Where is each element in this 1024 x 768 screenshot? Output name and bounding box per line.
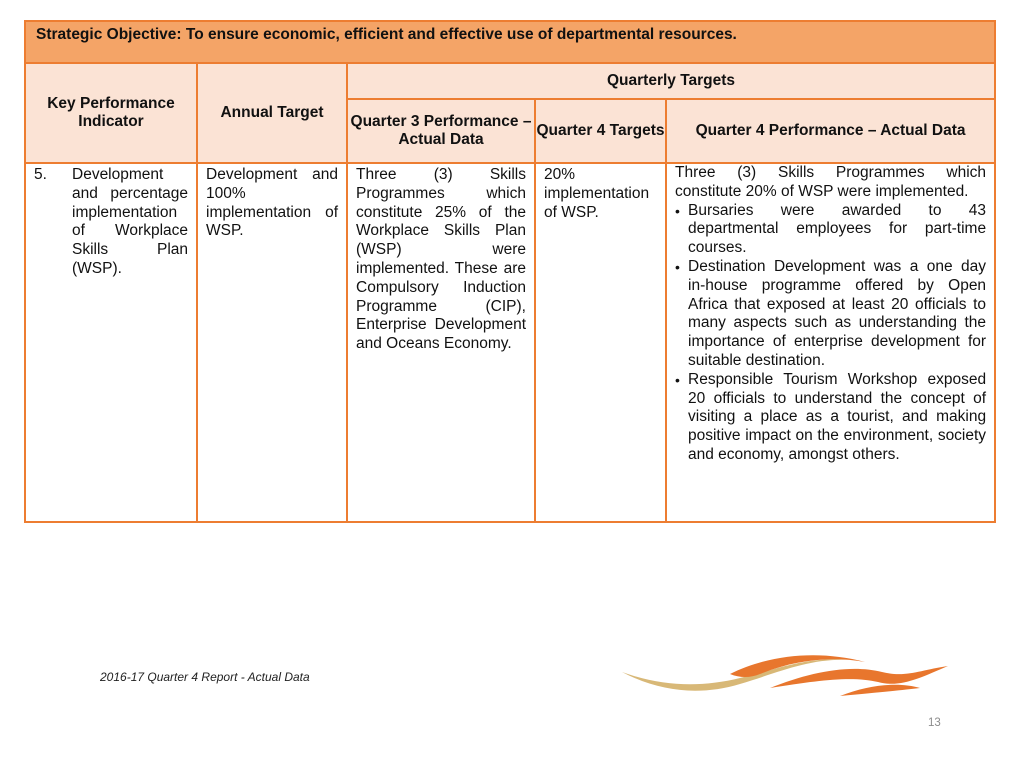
q4-intro-text: Three (3) Skills Programmes which constitute 20% of WSP were implemented. — [675, 164, 987, 200]
bullet-text: Destination Development was a one day in-house programme offered by Open Africa that exposed at least 20 officials to many aspects such as understanding the importance of enterprise development for suitable destination. — [688, 257, 987, 369]
strategic-objective: Strategic Objective: To ensure economic, efficient and effective use of departmental resources. — [25, 21, 995, 63]
objective-row — [25, 21, 995, 63]
q4-performance-cell — [666, 163, 995, 522]
q3-performance-cell: Three (3) Skills Programmes which constitute 25% of the Workplace Skills Plan (WSP) were implemented. These are Compulsory Induction Programme (CIP), Enterprise Development and Oceans Economy. — [347, 163, 535, 522]
header-row-top — [25, 63, 995, 99]
logo-orange-swoosh-tail — [840, 685, 920, 696]
bullet-text: Responsible Tourism Workshop exposed 20 officials to understand the concept of visiting a place as a tourist, and making positive impact on the environment, society and economy, amongst others. — [688, 370, 987, 463]
list-item — [675, 371, 986, 465]
table-row — [25, 163, 995, 522]
header-q3-performance: Quarter 3 Performance – Actual Data — [347, 99, 535, 163]
page-number: 13 — [928, 717, 941, 729]
swoosh-logo-icon — [620, 648, 950, 708]
header-q4-performance: Quarter 4 Performance – Actual Data — [666, 99, 995, 163]
bullet-icon: • — [675, 258, 680, 275]
q4-bullet-list — [675, 202, 986, 465]
annual-target-cell: Development and 100% implementation of WSP. — [197, 163, 347, 522]
bullet-text: Bursaries were awarded to 43 departmental employees for part-time courses. — [688, 201, 987, 257]
kpi-number: 5. — [34, 166, 47, 183]
bullet-icon: • — [675, 371, 680, 388]
list-item — [675, 258, 986, 371]
report-footer-label: 2016-17 Quarter 4 Report - Actual Data — [100, 670, 310, 684]
bullet-icon: • — [675, 202, 680, 219]
kpi-text: Development and percentage implementation of Workplace Skills Plan (WSP). — [72, 166, 188, 277]
kpi-cell — [25, 163, 197, 522]
q4-target-cell: 20% implementation of WSP. — [535, 163, 666, 522]
header-annual-target: Annual Target — [197, 63, 347, 163]
header-quarterly-targets: Quarterly Targets — [347, 63, 995, 99]
logo-orange-swoosh-lower — [770, 666, 948, 688]
header-q4-targets: Quarter 4 Targets — [535, 99, 666, 163]
header-kpi: Key Performance Indicator — [25, 63, 197, 163]
performance-table — [24, 20, 996, 523]
list-item — [675, 202, 986, 258]
